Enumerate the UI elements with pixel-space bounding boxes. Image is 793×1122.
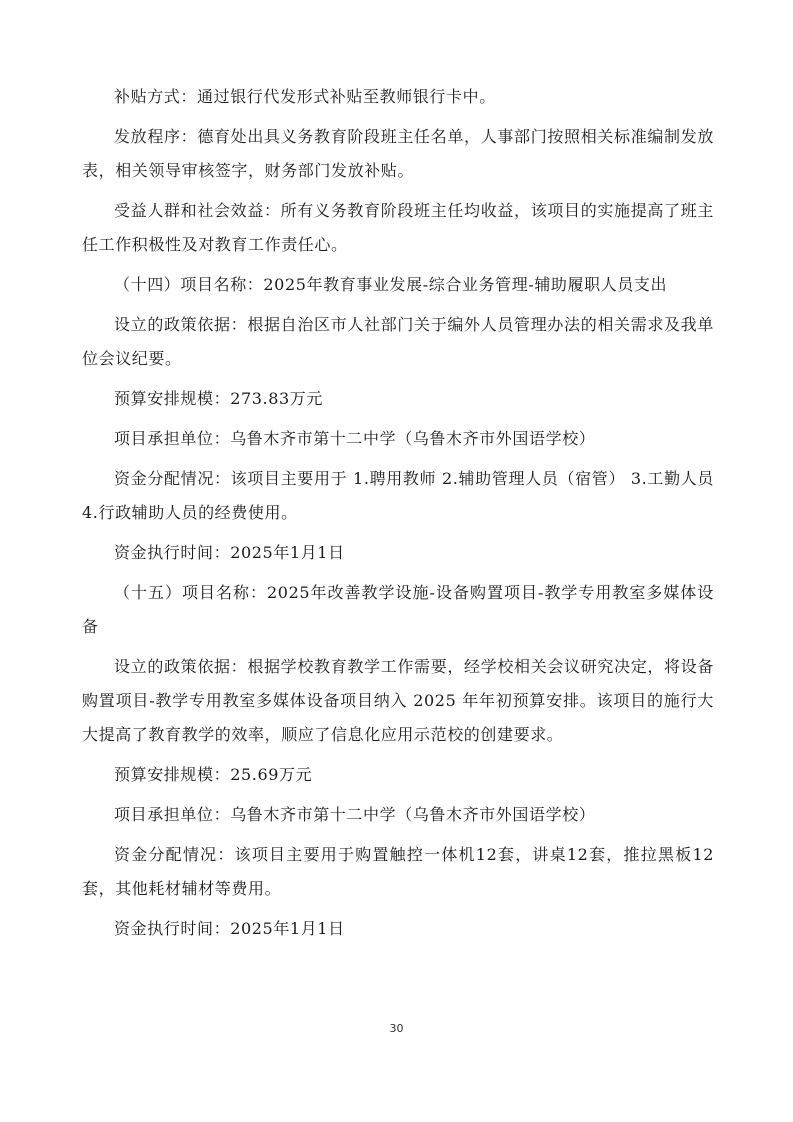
paragraph-policy-basis-14: 设立的政策依据：根据自治区市人社部门关于编外人员管理办法的相关需求及我单位会议纪要。 xyxy=(82,315,714,368)
paragraph-beneficiaries: 受益人群和社会效益：所有义务教育阶段班主任均收益，该项目的实施提高了班主任工作积极性及对教育工作责任心。 xyxy=(82,201,714,254)
paragraph-undertaking-unit-15: 项目承担单位：乌鲁木齐市第十二中学（乌鲁木齐市外国语学校） xyxy=(114,805,596,824)
document-body xyxy=(82,80,714,952)
heading-project-15: （十五）项目名称：2025年改善教学设施-设备购置项目-教学专用教室多媒体设备 xyxy=(82,583,714,636)
page-number: 30 xyxy=(389,1022,404,1035)
paragraph-fund-allocation-14: 资金分配情况：该项目主要用于 1.聘用教师 2.辅助管理人员（宿管） 3.工勤人员 4.行政辅助人员的经费使用。 xyxy=(82,469,714,522)
paragraph-undertaking-unit-14: 项目承担单位：乌鲁木齐市第十二中学（乌鲁木齐市外国语学校） xyxy=(114,429,596,448)
paragraph-subsidy-method: 补贴方式：通过银行代发形式补贴至教师银行卡中。 xyxy=(114,87,496,106)
paragraph-fund-allocation-15: 资金分配情况：该项目主要用于购置触控一体机12套，讲桌12套，推拉黑板12套，其他耗材辅材等费用。 xyxy=(82,845,714,898)
paragraph-policy-basis-15: 设立的政策依据：根据学校教育教学工作需要，经学校相关会议研究决定，将设备购置项目-教学专用教室多媒体设备项目纳入 2025 年年初预算安排。该项目的施行大大提高了教育教学的效率，顺应了信息化应用示范校的创建要求。 xyxy=(82,657,714,744)
paragraph-distribution-procedure: 发放程序：德育处出具义务教育阶段班主任名单，人事部门按照相关标准编制发放表，相关领导审核签字，财务部门发放补贴。 xyxy=(82,127,714,180)
paragraph-execution-time-14: 资金执行时间：2025年1月1日 xyxy=(114,543,345,562)
paragraph-budget-scale-14: 预算安排规模：273.83万元 xyxy=(114,389,323,408)
paragraph-execution-time-15: 资金执行时间：2025年1月1日 xyxy=(114,919,345,938)
paragraph-budget-scale-15: 预算安排规模：25.69万元 xyxy=(114,765,313,784)
heading-project-14: （十四）项目名称：2025年教育事业发展-综合业务管理-辅助履职人员支出 xyxy=(114,275,668,294)
